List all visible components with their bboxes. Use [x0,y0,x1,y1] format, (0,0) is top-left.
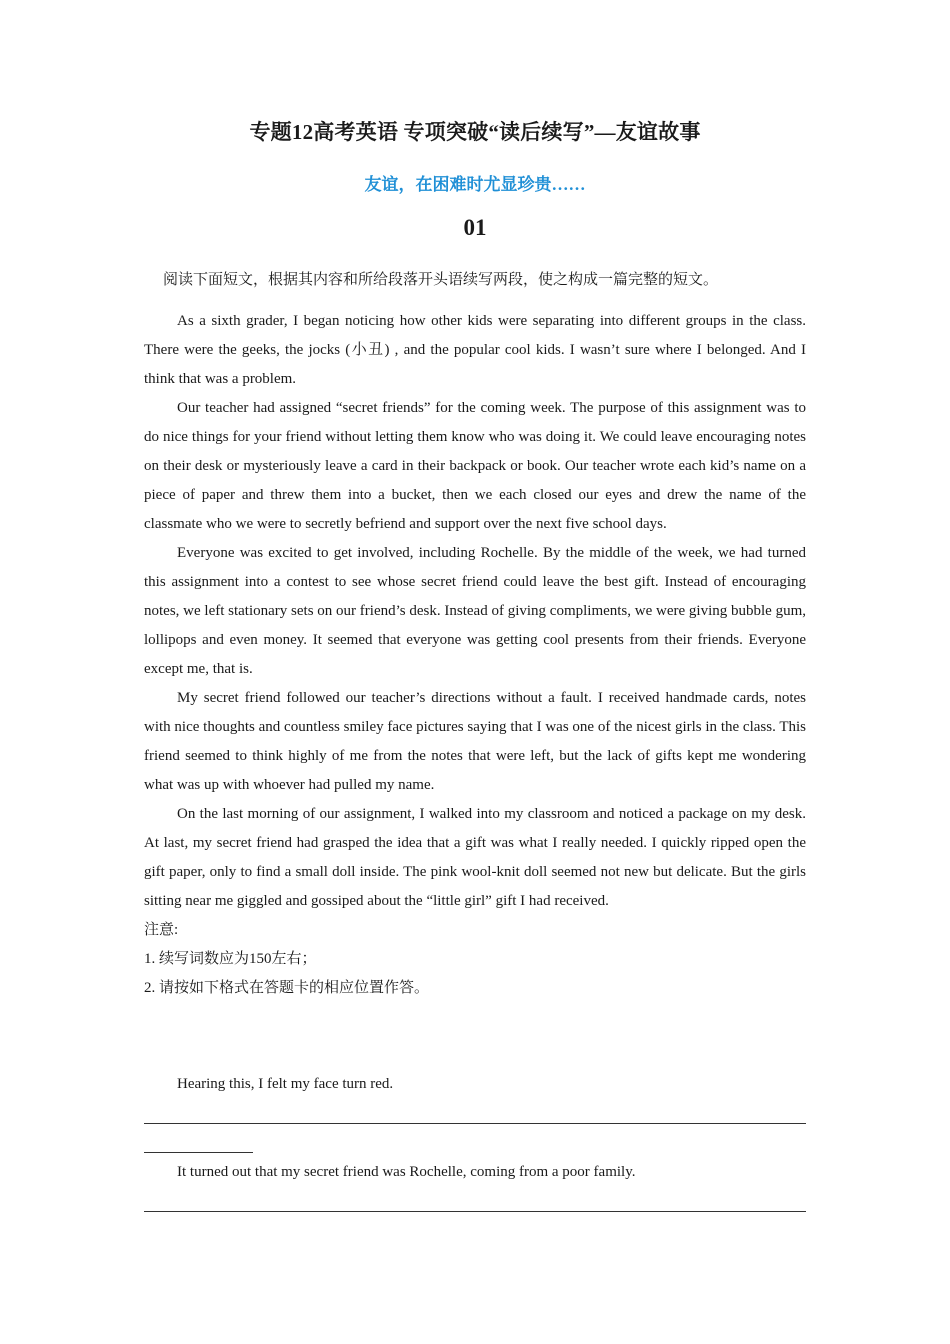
continuation-opening-1: Hearing this, I felt my face turn red. [177,1076,394,1092]
passage-body [144,307,806,1003]
passage-paragraph-2: Our teacher had assigned “secret friends” for the coming week. The purpose of this assignment was to do nice things for your friend without letting them know who was doing it. We could leave encouraging notes on their desk or mysteriously leave a card in their backpack or book. Our teacher wrote each kid’s name on a piece of paper and threw them into a bucket, then we each closed our eyes and drew the name of the classmate who we were to secretly befriend and support over the next five school days. [144,400,806,532]
answer-line [144,1211,806,1212]
note-item-1: 1. 续写词数应为150左右； [144,951,317,967]
passage-paragraph-3: Everyone was excited to get involved, including Rochelle. By the middle of the week, we had turned this assignment into a contest to see whose secret friend could leave the best gift. Instead of encouraging notes, we left stationary sets on our friend’s desk. Instead of giving compliments, we were giving bubble gum, lollipops and even money. It seemed that everyone was getting cool presents from their friends. Everyone except me, that is. [144,545,806,677]
continuation-opening-2: It turned out that my secret friend was Rochelle, coming from a poor family. [177,1164,636,1180]
note-item-2: 2. 请按如下格式在答题卡的相应位置作答。 [144,980,430,996]
notes-heading: 注意: [144,922,179,938]
instruction-text: 阅读下面短文，根据其内容和所给段落开头语续写两段，使之构成一篇完整的短文。 [163,272,719,288]
document-title: 专题12高考英语 专项突破“读后续写”—友谊故事 [249,120,701,144]
passage-paragraph-5: On the last morning of our assignment, I walked into my classroom and noticed a package on my desk. At last, my secret friend had grasped the idea that a gift was what I really needed. I quickly ripped open the gift paper, only to find a small doll inside. The pink wool-knit doll seemed not new but delicate. But the girls sitting near me giggled and gossiped about the “little girl” gift I had received. [144,806,806,909]
passage-paragraph-1: As a sixth grader, I began noticing how other kids were separating into different groups in the class. There were the geeks, the jocks (小丑) , and the popular cool kids. I wasn’t sure where I belonged. And I think that was a problem. [144,313,806,387]
section-number: 01 [463,215,487,240]
document-subtitle: 友谊，在困难时尤显珍贵…… [364,175,586,194]
passage-paragraph-4: My secret friend followed our teacher’s directions without a fault. I received handmade cards, notes with nice thoughts and countless smiley face pictures saying that I was one of the nicest girls in the class. This friend seemed to think highly of me from the notes that were left, but the lack of gifts kept me wondering what was up with whoever had pulled my name. [144,690,806,793]
answer-line [144,1123,806,1124]
answer-line-short [144,1152,253,1153]
